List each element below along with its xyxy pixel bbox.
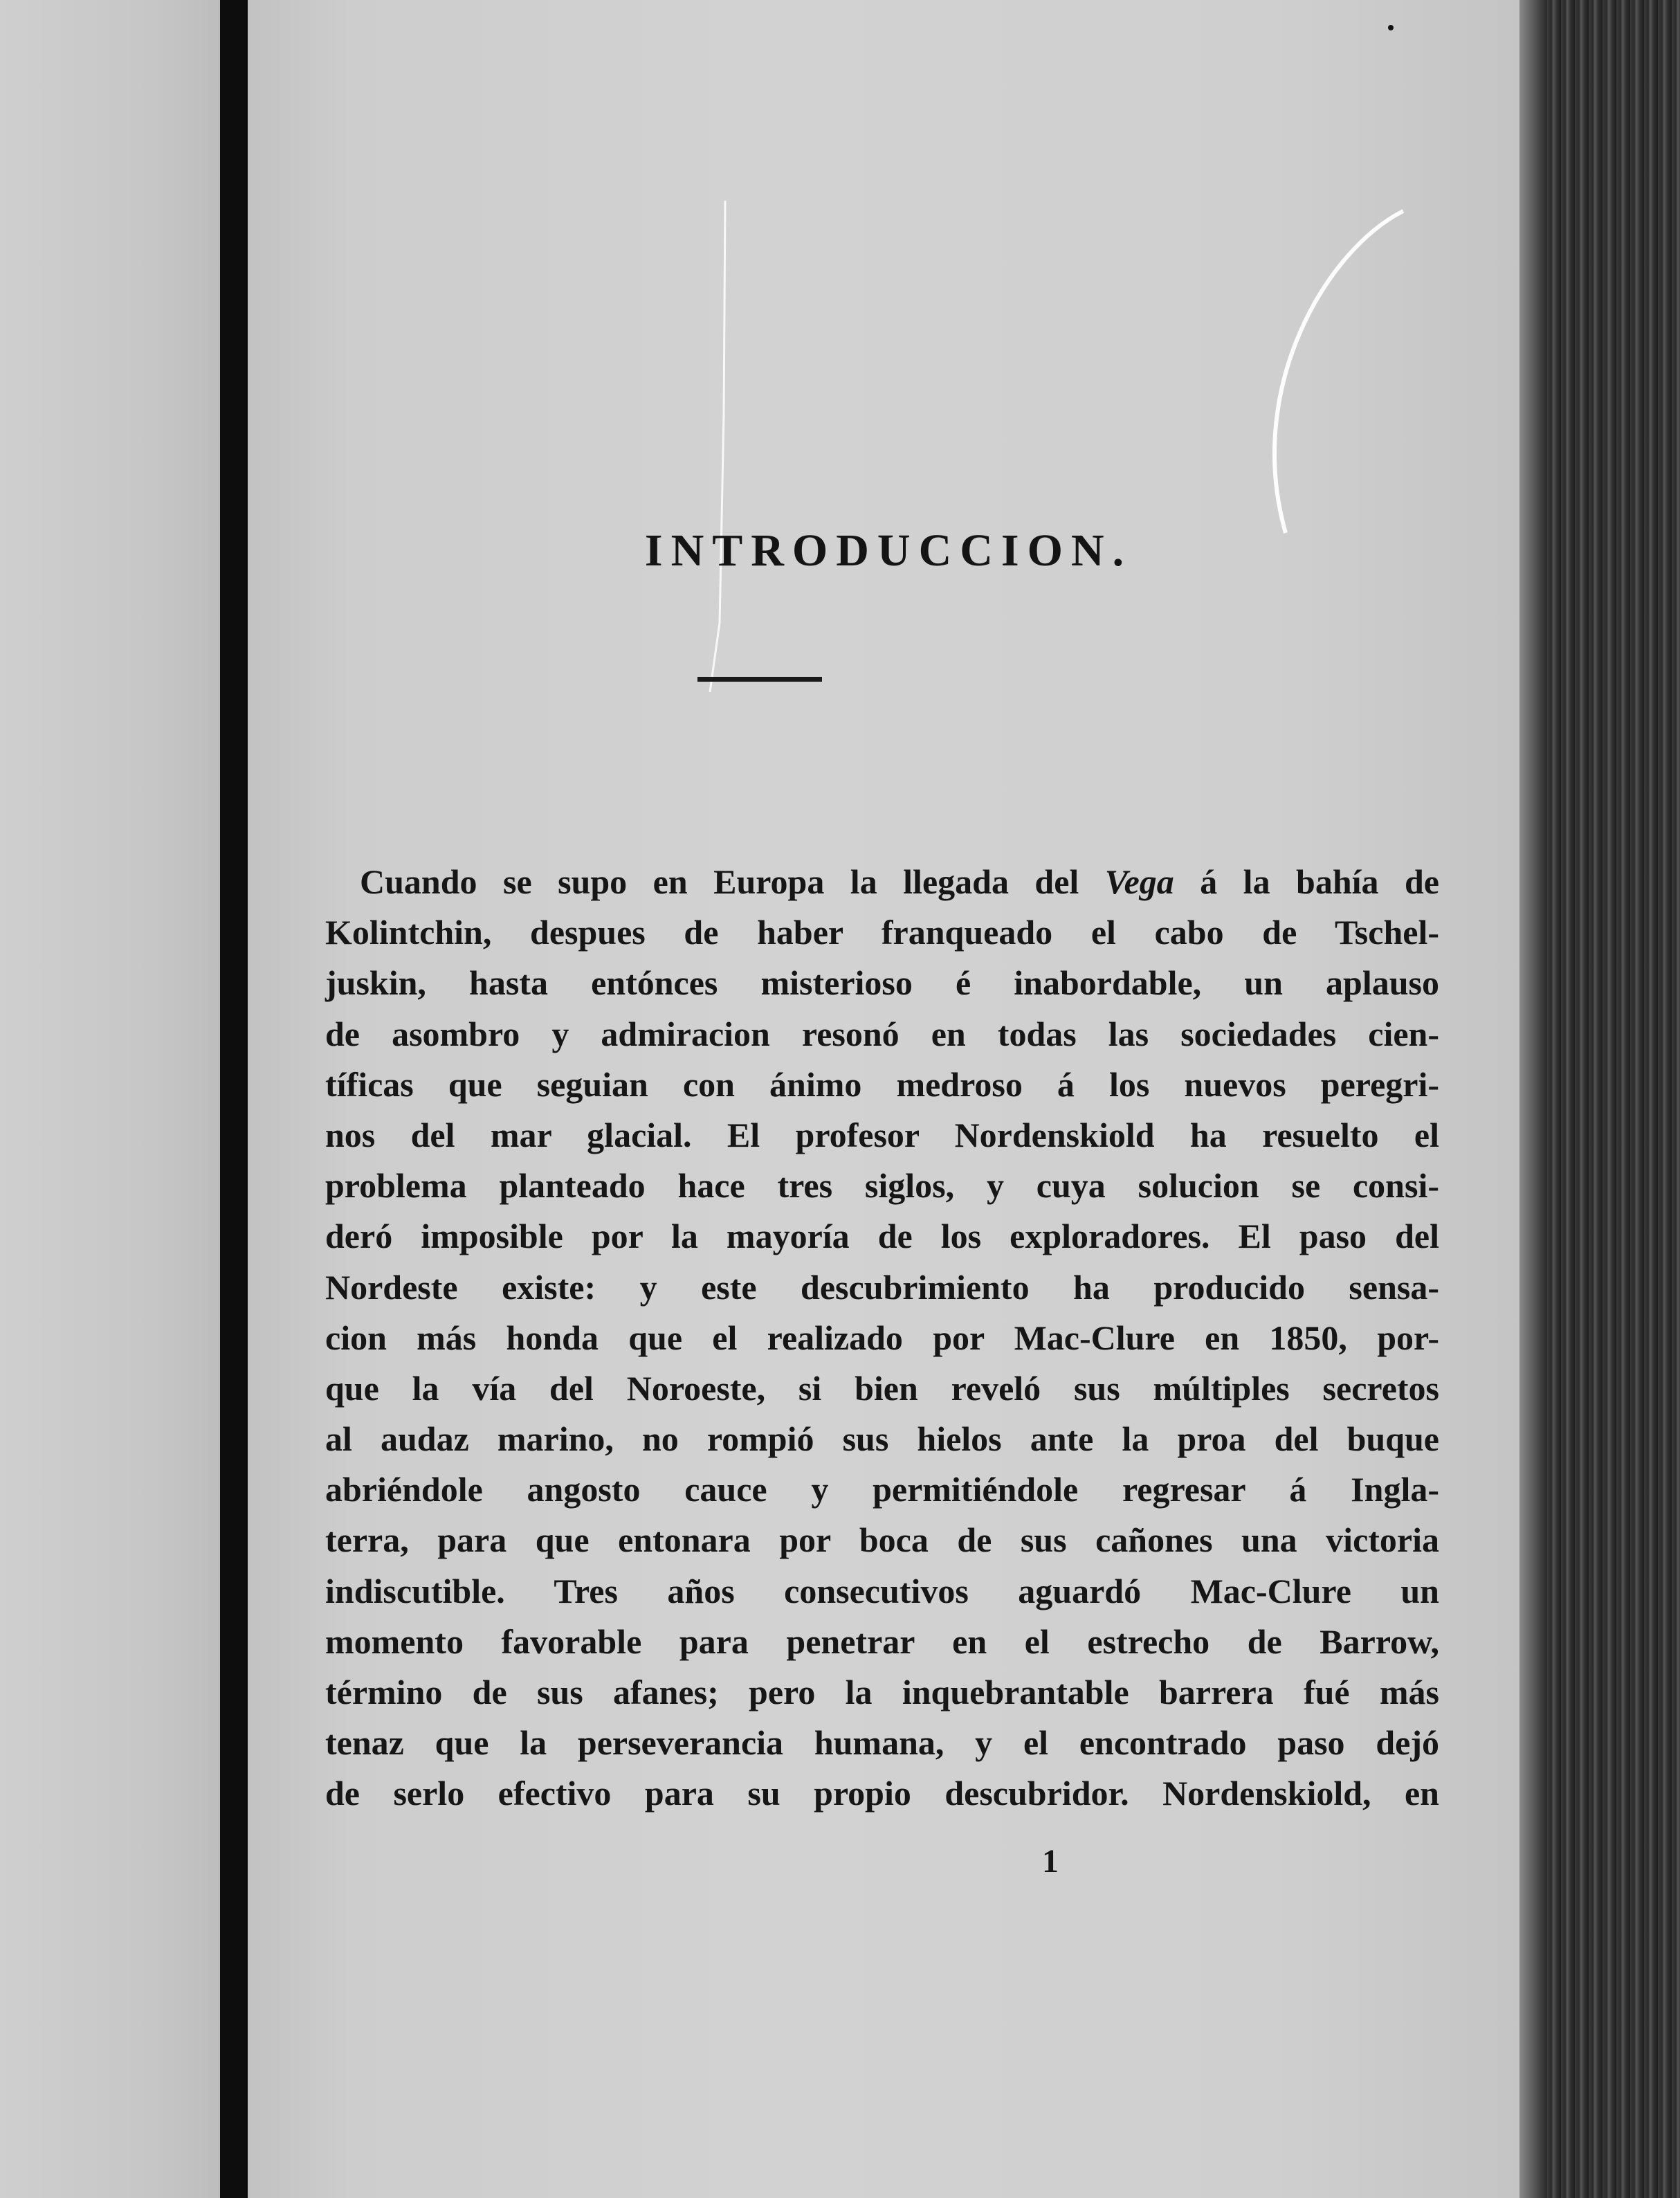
book-gutter [220,0,248,2198]
page-edge-shadow [1519,0,1547,2198]
text-line-segment: Nordeste existe: y este descubrimiento ha producido sensa- [325,1267,1439,1307]
text-line-segment: indiscutible. Tres años consecutivos aguardó Mac-Clure un [325,1571,1439,1610]
body-paragraph [325,857,1439,1819]
text-line-segment: de asombro y admiracion resonó en todas las sociedades cien- [325,1014,1439,1053]
text-line [325,1110,1439,1161]
text-line [325,1566,1439,1617]
text-line [325,1768,1439,1819]
text-line-segment: que la vía del Noroeste, si bien reveló sus múltiples secretos [325,1368,1439,1408]
text-line-segment: Kolintchin, despues de haber franqueado el cabo de Tschel- [325,913,1439,952]
text-line-segment: tíficas que seguian con ánimo medroso á los nuevos peregri- [325,1064,1439,1104]
book-page-stack-edge [1547,0,1680,2198]
text-line-segment: deró imposible por la mayoría de los exploradores. El paso del [325,1217,1439,1256]
text-line [325,1414,1439,1464]
text-line-segment: al audaz marino, no rompió sus hielos ante la proa del buque [325,1419,1439,1459]
title-rule-divider [697,677,822,682]
italic-ship-name: Vega [1104,862,1174,901]
previous-page-edge [0,0,220,2198]
text-line [325,1363,1439,1414]
ink-speck [1388,25,1394,30]
text-line-segment: terra, para que entonara por boca de sus cañones una victoria [325,1520,1439,1560]
text-line [325,1667,1439,1718]
text-line-segment: término de sus afanes; pero la inquebrantable barrera fué más [325,1673,1439,1711]
text-line-segment: de serlo efectivo para su propio descubridor. Nordenskiold, en [325,1774,1439,1813]
text-line [325,1009,1439,1060]
text-line [325,1617,1439,1667]
text-line-segment: cion más honda que el realizado por Mac-Clure en 1850, por- [325,1318,1439,1357]
text-line-segment: á la bahía de [1174,862,1440,901]
text-line-segment: abriéndole angosto cauce y permitiéndole regresar á Ingla- [325,1470,1439,1509]
text-line [325,1060,1439,1110]
text-line-segment: nos del mar glacial. El profesor Nordenskiold ha resuelto el [325,1115,1439,1154]
text-line [325,1211,1439,1262]
text-line [325,1161,1439,1211]
text-line [325,1262,1439,1313]
scanned-page [248,0,1529,2198]
text-line [325,1718,1439,1768]
text-line [325,1464,1439,1515]
chapter-title: INTRODUCCION. [644,525,1133,576]
text-line [325,958,1439,1008]
text-line [325,907,1439,958]
text-line [325,1515,1439,1565]
text-line [325,1313,1439,1363]
text-line-segment: Cuando se supo en Europa la llegada del [360,862,1105,901]
page-number: 1 [1042,1843,1059,1880]
text-line-segment: momento favorable para penetrar en el estrecho de Barrow, [325,1622,1439,1661]
text-line [325,857,1439,907]
text-line-segment: tenaz que la perseverancia humana, y el encontrado paso dejó [325,1723,1439,1763]
text-line-segment: juskin, hasta entónces misterioso é inabordable, un aplauso [325,963,1439,1003]
text-line-segment: problema planteado hace tres siglos, y cuya solucion se consi- [325,1166,1439,1206]
